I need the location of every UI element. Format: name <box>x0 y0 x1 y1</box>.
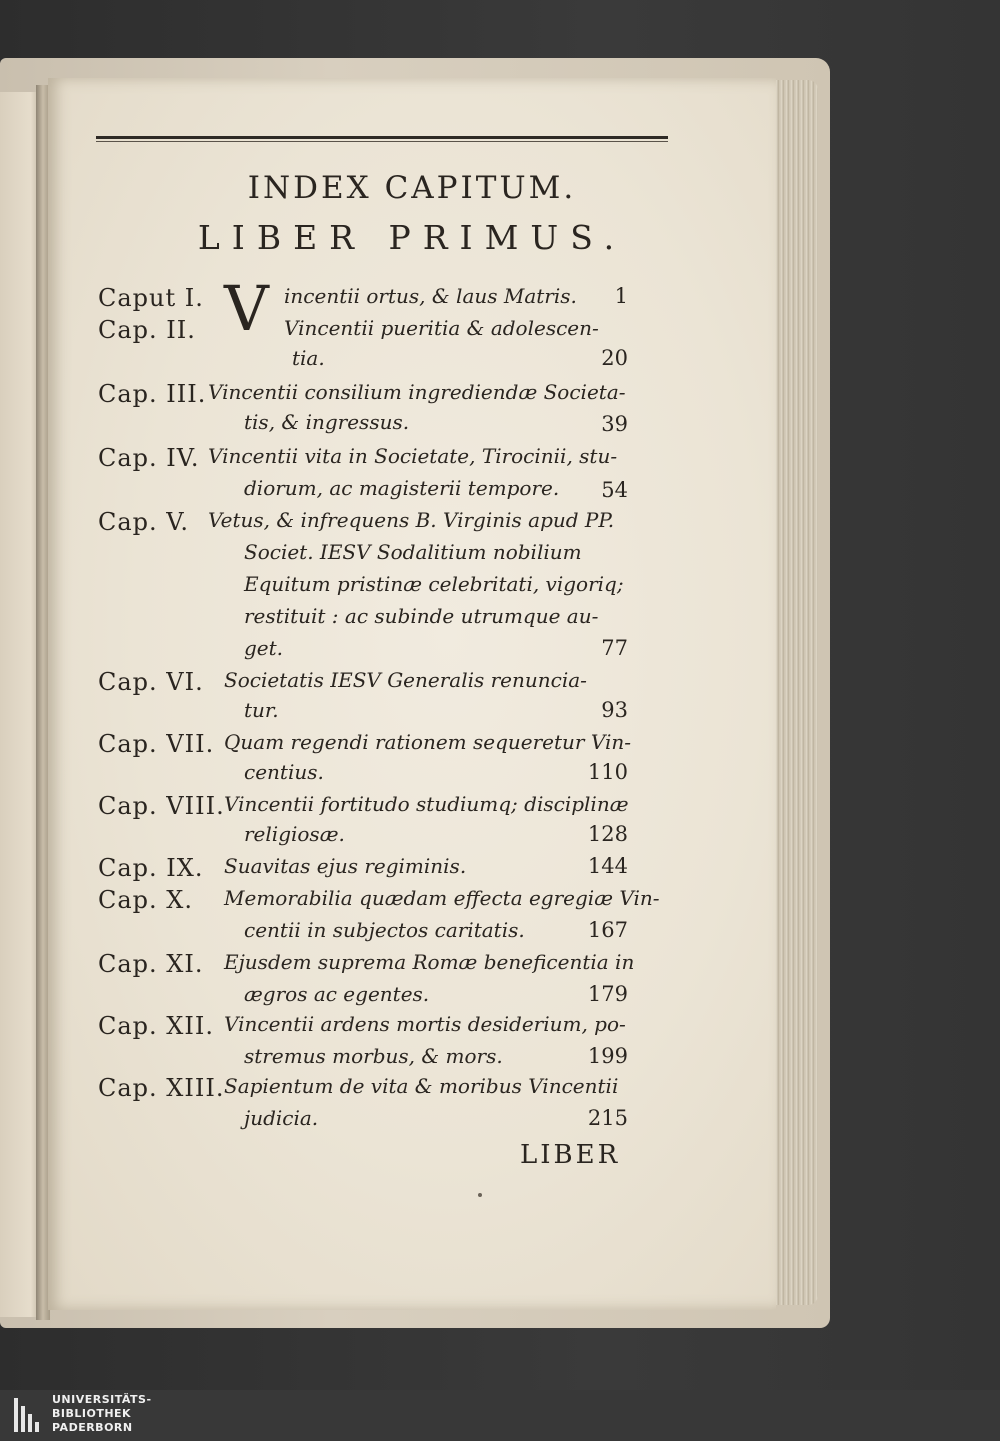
chapter-page: 215 <box>587 1106 628 1130</box>
chapter-line: tur. <box>244 698 279 722</box>
chapter-label: Cap. X. <box>98 886 194 914</box>
chapter-label: Cap. XIII. <box>98 1074 225 1102</box>
chapter-line: Vincentii fortitudo studiumq; disciplinæ <box>224 792 629 816</box>
chapter-line: ægros ac egentes. <box>244 982 430 1006</box>
chapter-line: Memorabilia quædam effecta egregiæ Vin- <box>224 886 660 910</box>
chapter-line: Vetus, & infrequens B. Virginis apud PP. <box>208 508 615 532</box>
chapter-line: centius. <box>244 760 324 784</box>
library-name-line: UNIVERSITÄTS- <box>52 1393 152 1406</box>
chapter-label: Cap. VI. <box>98 668 204 696</box>
chapter-page: 77 <box>601 636 628 660</box>
chapter-line: Societ. IESV Sodalitium nobilium <box>244 540 582 564</box>
chapter-page: 20 <box>601 346 628 370</box>
chapter-line: Quam regendi rationem sequeretur Vin- <box>224 730 631 754</box>
chapter-line: religiosæ. <box>244 822 345 846</box>
chapter-label: Cap. VIII. <box>98 792 225 820</box>
chapter-label: Cap. IV. <box>98 444 200 472</box>
page-title: INDEX CAPITUM. <box>247 170 577 206</box>
chapter-line: restituit : ac subinde utrumque au- <box>244 604 599 628</box>
chapter-line: centii in subjectos caritatis. <box>244 918 525 942</box>
chapter-line: tia. <box>292 346 325 370</box>
chapter-line: stremus morbus, & mors. <box>244 1044 503 1068</box>
printer-mark <box>478 1193 482 1197</box>
page-subtitle: LIBER PRIMUS. <box>197 218 627 257</box>
chapter-line: Vincentii vita in Societate, Tirocinii, stu- <box>208 444 618 468</box>
library-name-line: PADERBORN <box>52 1421 133 1434</box>
chapter-label: Cap. V. <box>98 508 190 536</box>
chapter-line: Societatis IESV Generalis renuncia- <box>224 668 587 692</box>
chapter-line: incentii ortus, & laus Matris. <box>284 284 577 308</box>
header-rule-thin <box>96 141 668 142</box>
drop-cap: V <box>224 272 269 345</box>
library-name <box>52 1393 152 1435</box>
chapter-page: 179 <box>587 982 628 1006</box>
chapter-line: tis, & ingressus. <box>244 410 410 434</box>
chapter-page: 93 <box>601 698 628 722</box>
chapter-page: 128 <box>587 822 628 846</box>
chapter-label: Cap. VII. <box>98 730 215 758</box>
chapter-line: Equitum pristinæ celebritati, vigoriq; <box>244 572 624 596</box>
library-logo-icon <box>14 1398 44 1432</box>
chapter-line: Vincentii ardens mortis desiderium, po- <box>224 1012 626 1036</box>
chapter-label: Cap. II. <box>98 316 196 344</box>
library-name-line: BIBLIOTHEK <box>52 1407 132 1420</box>
chapter-page: 110 <box>587 760 628 784</box>
chapter-line: Sapientum de vita & moribus Vincentii <box>224 1074 619 1098</box>
chapter-page: 39 <box>601 412 628 436</box>
chapter-page: 144 <box>587 854 628 878</box>
chapter-page: 199 <box>587 1044 628 1068</box>
chapter-line: Vincentii pueritia & adolescen- <box>284 316 599 340</box>
chapter-label: Cap. XII. <box>98 1012 214 1040</box>
book-page <box>48 78 776 1310</box>
chapter-label: Caput I. <box>98 284 204 312</box>
chapter-page: 1 <box>614 284 628 308</box>
chapter-line: get. <box>244 636 284 660</box>
chapter-line: judicia. <box>244 1106 319 1130</box>
chapter-label: Cap. XI. <box>98 950 204 978</box>
header-rule <box>96 136 668 139</box>
chapter-line: Ejusdem suprema Romæ beneficentia in <box>224 950 635 974</box>
catchword: LIBER <box>520 1140 621 1170</box>
library-footer <box>0 1390 1000 1441</box>
chapter-line: Suavitas ejus regiminis. <box>224 854 467 878</box>
chapter-page: 54 <box>601 478 628 502</box>
chapter-line: diorum, ac magisterii tempore. <box>244 476 560 500</box>
chapter-line: Vincentii consilium ingrediendæ Societa- <box>208 380 626 404</box>
chapter-page: 167 <box>587 918 628 942</box>
chapter-label: Cap. IX. <box>98 854 204 882</box>
chapter-label: Cap. III. <box>98 380 207 408</box>
